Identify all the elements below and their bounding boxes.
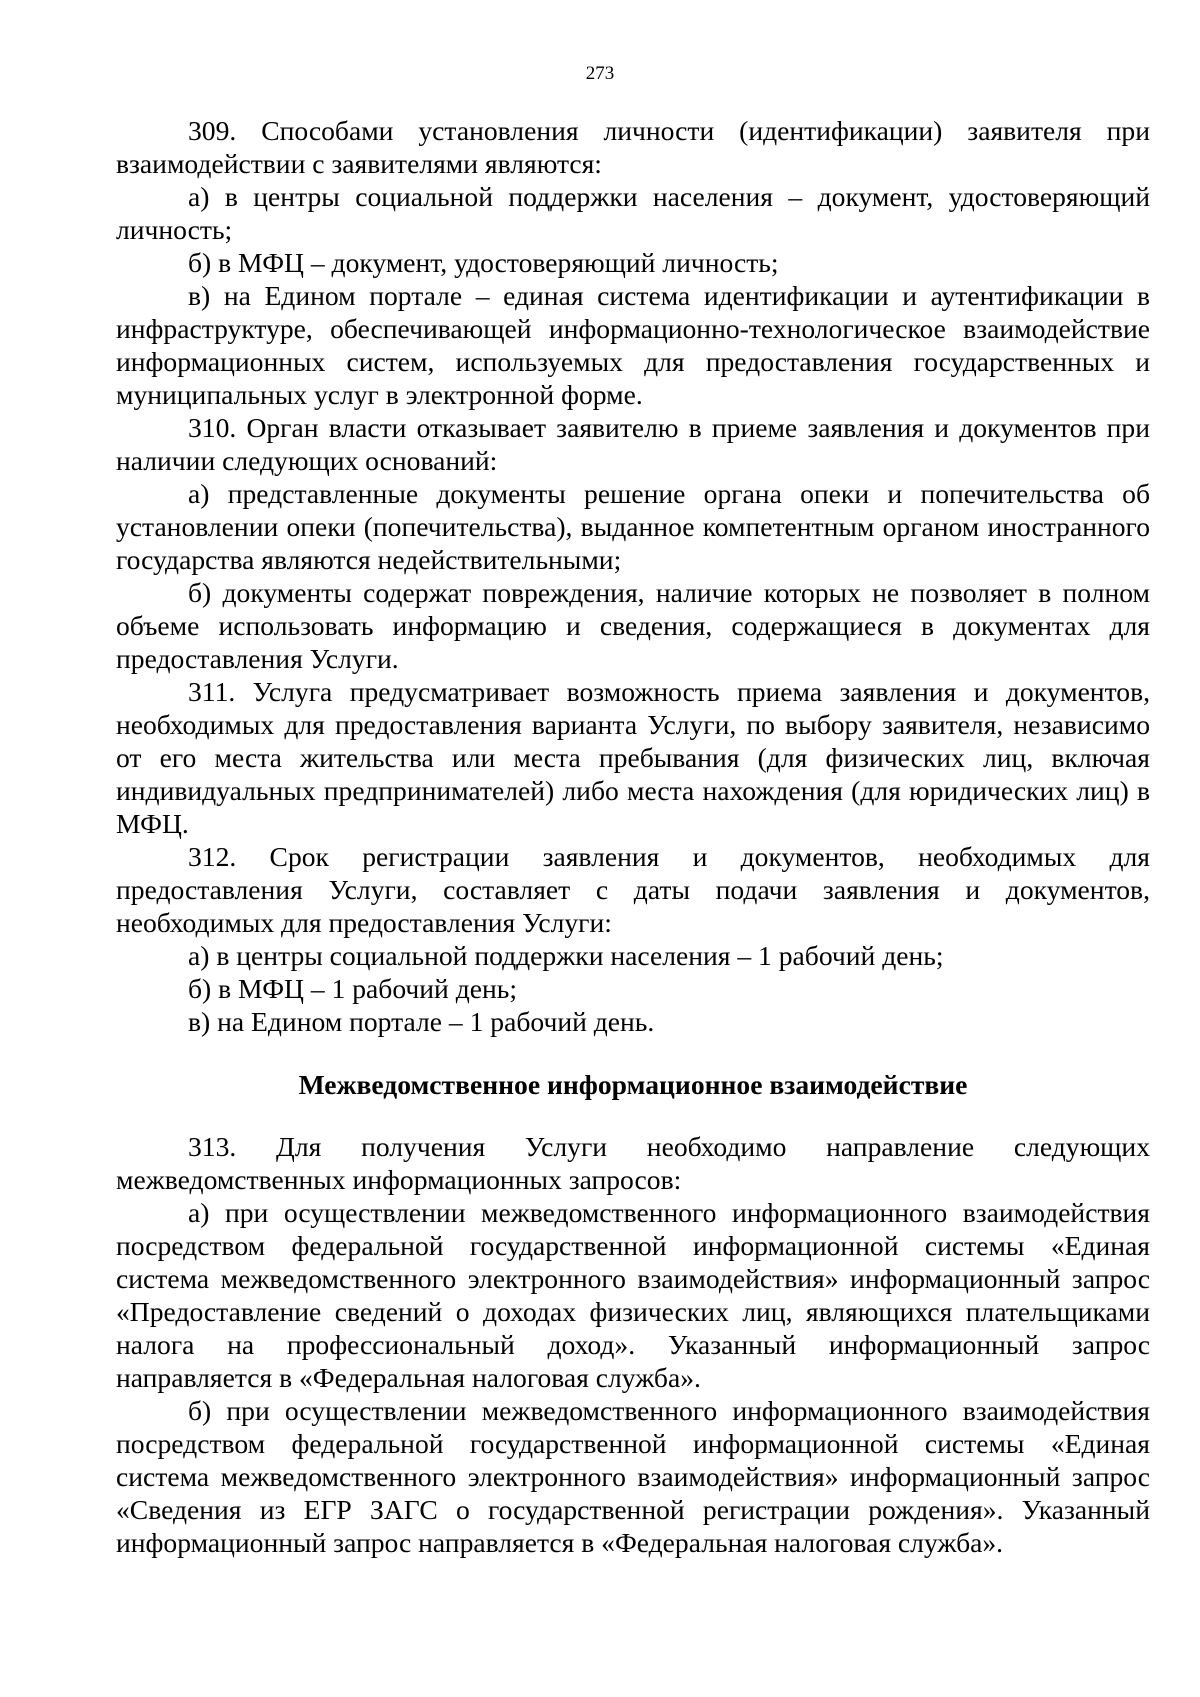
paragraph-313-a: а) при осуществлении межведомственного информационного взаимодействия посредством федеральной государственной информационной системы «Единая система межведомственного электронного взаимодействия» информационный запрос «Предоставление сведений о доходах физических лиц, являющихся плательщиками налога на профессиональный доход». Указанный информационный запрос направляется в «Федеральная налоговая служба». bbox=[116, 1197, 1150, 1393]
paragraph-310-a: а) представленные документы решение органа опеки и попечительства об установлении опеки (попечительства), выданное компетентным органом иностранного государства являются недействительными; bbox=[116, 478, 1150, 575]
document-body bbox=[116, 114, 1150, 1559]
paragraph-309-a: а) в центры социальной поддержки населения – документ, удостоверяющий личность; bbox=[116, 181, 1150, 245]
section-heading: Межведомственное информационное взаимодействие bbox=[298, 1069, 968, 1100]
paragraph-312-b: б) в МФЦ – 1 рабочий день; bbox=[188, 973, 518, 1004]
paragraph-312-c: в) на Едином портале – 1 рабочий день. bbox=[188, 1006, 655, 1037]
paragraph-309-b: б) в МФЦ – документ, удостоверяющий личность; bbox=[188, 247, 779, 278]
page-number: 273 bbox=[585, 63, 615, 84]
paragraph-311: 311. Услуга предусматривает возможность приема заявления и документов, необходимых для предоставления варианта Услуги, по выбору заявителя, независимо от его места жительства или места пребывания (для физических лиц, включая индивидуальных предпринимателей) либо места нахождения (для юридических лиц) в МФЦ. bbox=[116, 676, 1150, 839]
paragraph-313-b: б) при осуществлении межведомственного информационного взаимодействия посредством федеральной государственной информационной системы «Единая система межведомственного электронного взаимодействия» информационный запрос «Сведения из ЕГР ЗАГС о государственной регистрации рождения». Указанный информационный запрос направляется в «Федеральная налоговая служба». bbox=[116, 1395, 1150, 1558]
paragraph-313: 313. Для получения Услуги необходимо направление следующих межведомственных информационных запросов: bbox=[116, 1131, 1150, 1195]
paragraph-312: 312. Срок регистрации заявления и документов, необходимых для предоставления Услуги, составляет с даты подачи заявления и документов, необходимых для предоставления Услуги: bbox=[116, 841, 1150, 938]
paragraph-309-c: в) на Едином портале – единая система идентификации и аутентификации в инфраструктуре, обеспечивающей информационно-технологическое взаимодействие информационных систем, используемых для предоставления государственных и муниципальных услуг в электронной форме. bbox=[116, 280, 1150, 410]
paragraph-309: 309. Способами установления личности (идентификации) заявителя при взаимодействии с заявителями являются: bbox=[116, 115, 1150, 179]
paragraph-312-a: а) в центры социальной поддержки населения – 1 рабочий день; bbox=[188, 940, 944, 971]
paragraph-310: 310. Орган власти отказывает заявителю в приеме заявления и документов при наличии следующих оснований: bbox=[116, 412, 1150, 476]
paragraph-310-b: б) документы содержат повреждения, наличие которых не позволяет в полном объеме использовать информацию и сведения, содержащиеся в документах для предоставления Услуги. bbox=[116, 577, 1150, 674]
